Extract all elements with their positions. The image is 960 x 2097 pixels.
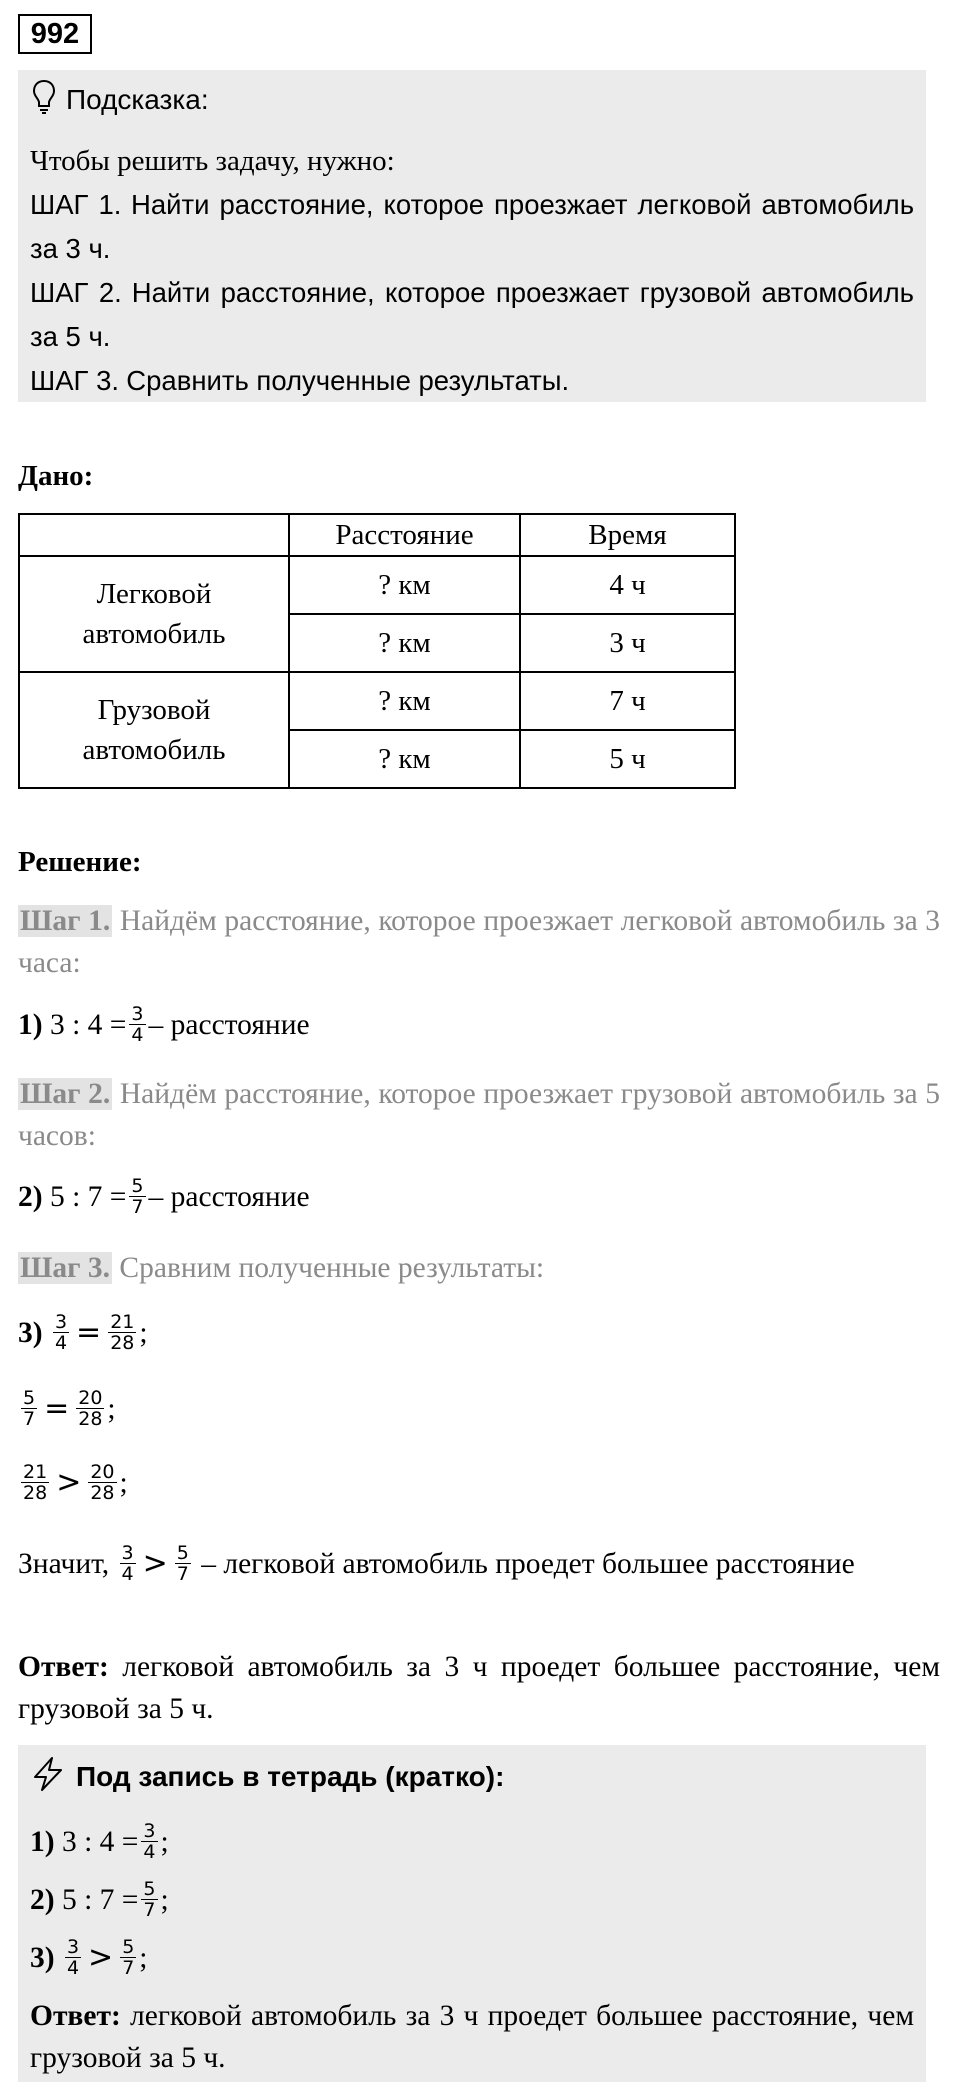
hint-body <box>30 140 914 403</box>
hint-title: Подсказка: <box>66 84 209 115</box>
time-cell: 5 ч <box>520 730 735 788</box>
table-header-cell: Время <box>520 514 735 556</box>
answer-text: легковой автомобиль за 3 ч проедет большее расстояние, чем грузовой за 5 ч. <box>18 1651 940 1725</box>
time-cell: 7 ч <box>520 672 735 730</box>
task-number: 992 <box>18 14 92 54</box>
hint-intro: Чтобы решить задачу, нужно: <box>30 145 395 177</box>
hint-step-text: Найти расстояние, которое проезжает грузовой автомобиль за 5 ч. <box>30 277 915 352</box>
hint-step-1 <box>30 183 914 271</box>
hint-box <box>18 70 926 402</box>
table-row <box>19 672 735 730</box>
table-row <box>19 556 735 614</box>
solution-answer <box>18 1646 940 1730</box>
lightning-icon <box>30 1756 66 1799</box>
hint-step-label: ШАГ 2. <box>30 277 122 308</box>
notes-line-1: 1) 3 : 4 = $\frac{3}{4}$ ; <box>30 1819 169 1863</box>
table-header-cell: Расстояние <box>289 514 520 556</box>
solution-step-2 <box>18 1073 940 1157</box>
distance-cell: ? км <box>289 672 520 730</box>
lightbulb-icon <box>32 79 56 122</box>
solution-line-1: 1) 3 : 4 = $\frac{3}{4}$ – расстояние <box>18 1002 310 1046</box>
given-label: Дано: <box>18 460 94 492</box>
answer-label: Ответ: <box>30 2000 121 2032</box>
vehicle-name: Легковой автомобиль <box>19 556 289 672</box>
given-table <box>18 513 736 789</box>
notes-header <box>30 1757 504 1797</box>
hint-step-2 <box>30 271 914 359</box>
fraction: $\frac{3}{4}$ <box>131 1002 144 1046</box>
hint-step-3 <box>30 359 914 403</box>
answer-text: легковой автомобиль за 3 ч проедет большее расстояние, чем грузовой за 5 ч. <box>30 2000 914 2074</box>
hint-step-text: Сравнить полученные результаты. <box>126 365 570 396</box>
distance-cell: ? км <box>289 556 520 614</box>
notes-title: Под запись в тетрадь (кратко): <box>76 1761 505 1792</box>
step-label: Шаг 1. <box>20 905 111 937</box>
hint-step-label: ШАГ 3. <box>30 365 120 396</box>
notes-line-2: 2) 5 : 7 = $\frac{5}{7}$ ; <box>30 1877 169 1921</box>
notes-body <box>30 1821 914 2079</box>
notebook-box <box>18 1745 926 2082</box>
hint-step-label: ШАГ 1. <box>30 189 122 220</box>
table-header-cell <box>19 514 289 556</box>
fraction: $\frac{5}{7}$ <box>131 1174 144 1218</box>
notes-line-3: 3) $\frac{3}{4}$ > $\frac{5}{7}$ ; <box>30 1935 148 1979</box>
solution-line-5: $\frac{21}{28}$ > $\frac{20}{28}$ ; <box>23 1460 128 1504</box>
step-text: Найдём расстояние, которое проезжает грузовой автомобиль за 5 часов: <box>18 1078 940 1152</box>
time-cell: 3 ч <box>520 614 735 672</box>
hint-step-text: Найти расстояние, которое проезжает легковой автомобиль за 3 ч. <box>30 189 915 264</box>
solution-line-4: $\frac{5}{7}$ = $\frac{20}{28}$ ; <box>23 1386 116 1430</box>
solution-step-1 <box>18 900 940 984</box>
hint-header <box>32 80 209 120</box>
answer-label: Ответ: <box>18 1651 109 1683</box>
table-header-row <box>19 514 735 556</box>
solution-line-3: 3) $\frac{3}{4}$ = $\frac{21}{28}$ ; <box>18 1310 148 1354</box>
solution-step-3 <box>18 1247 940 1289</box>
step-text: Найдём расстояние, которое проезжает легковой автомобиль за 3 часа: <box>18 905 941 979</box>
step-label: Шаг 2. <box>20 1078 111 1110</box>
solution-line-2: 2) 5 : 7 = $\frac{5}{7}$ – расстояние <box>18 1174 310 1218</box>
distance-cell: ? км <box>289 730 520 788</box>
step-text: Сравним полученные результаты: <box>119 1252 545 1284</box>
distance-cell: ? км <box>289 614 520 672</box>
solution-conclusion: Значит, $\frac{3}{4}$ > $\frac{5}{7}$ – легковой автомобиль проедет большее расстояние <box>18 1541 855 1585</box>
step-label: Шаг 3. <box>20 1252 111 1284</box>
solution-label: Решение: <box>18 846 142 878</box>
vehicle-name: Грузовой автомобиль <box>19 672 289 788</box>
time-cell: 4 ч <box>520 556 735 614</box>
notes-answer <box>30 1995 914 2079</box>
